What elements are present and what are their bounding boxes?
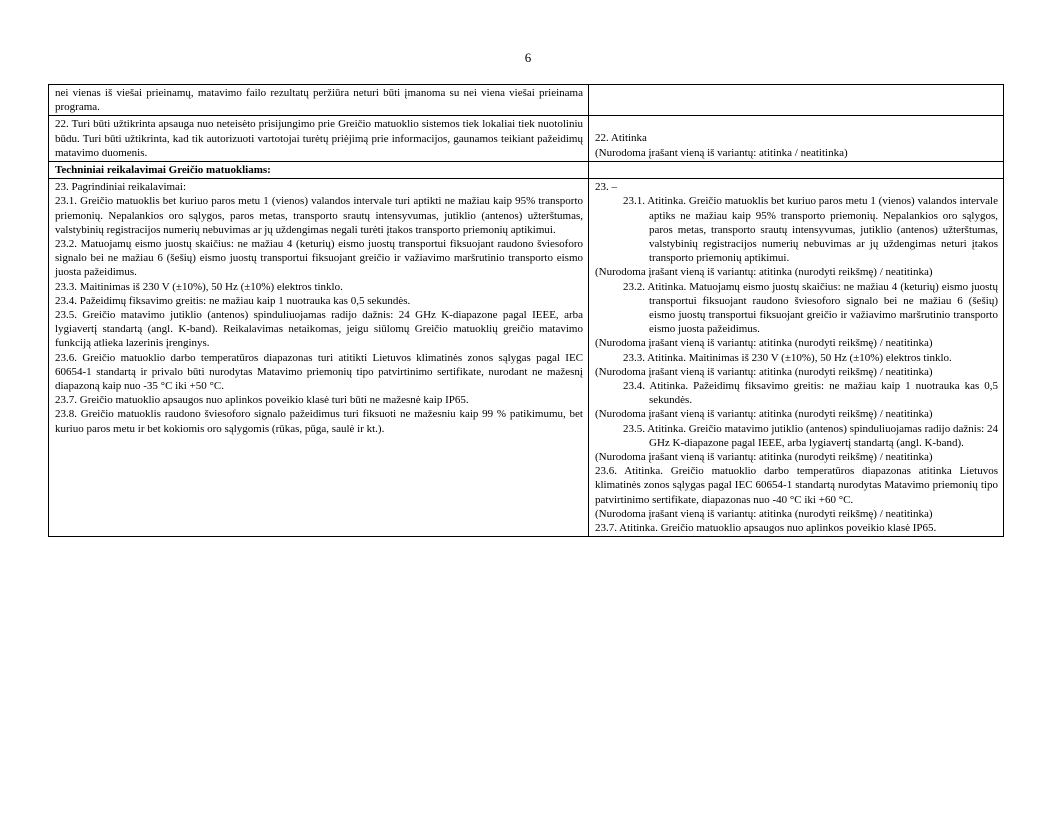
compliance-23-heading: 23. – (595, 181, 617, 194)
row2-left-cell (49, 116, 589, 162)
compliance-23-2: 23.2. Atitinka. Matuojamų eismo juostų skaičius: ne mažiau 4 (keturių) eismo juostų transportui fiksuojant raudono šviesoforo signalo bei ne mažiau 6 (šešių) eismo juostų transportui fiksuojant greičio ir važiavimo maršrutinio transporto eismo juosta pažeidimus. (623, 280, 998, 336)
requirement-23-1: 23.1. Greičio matuoklis bet kuriuo paros metu 1 (vienos) valandos intervale turi aptikti ne mažiau kaip 95% transporto priemonių. Nepalankios oro sąlygos, paros metas, transporto srautų intensyvumas, jutiklio (antenos) užterštumas, valstybinių registracijos numerių nebuvimas ar jų uždengimas negali turėti įtakos transporto priemonių aptikimui. (55, 195, 583, 236)
compliance-note: (Nurodoma įrašant vieną iš variantų: atitinka (nurodyti reikšmę) / neatitinka) (595, 507, 933, 520)
compliance-23-6: 23.6. Atitinka. Greičio matuoklio darbo temperatūros diapazonas atitinka Lietuvos klimatinės zonos sąlygas pagal IEC 60654-1 standartą nurodytas Matavimo priemonių tipo patvirtinimo sertifikate, diapazonas nuo -40 °C iki +60 °C. (595, 465, 998, 506)
table-row (49, 85, 1004, 116)
row1-left-cell (49, 85, 589, 116)
table-row (49, 162, 1004, 179)
requirement-23-7: 23.7. Greičio matuoklio apsaugos nuo aplinkos poveikio klasė turi būti ne mažesnė kaip IP65. (55, 394, 469, 407)
requirements-23-cell (49, 179, 589, 537)
requirement-23-8: 23.8. Greičio matuoklis raudono šviesoforo signalo pažeidimus turi fiksuoti ne mažesniu kaip 99 % patikimumu, bet kuriuo paros metu ir bet kokiomis oro sąlygomis (rūkas, pūga, saulė ir kt.). (55, 408, 583, 435)
compliance-note: (Nurodoma įrašant vieną iš variantų: atitinka (nurodyti reikšmę) / neatitinka) (595, 337, 933, 350)
section-header-right-cell (589, 162, 1004, 179)
requirement-text: nei vienas iš viešai prieinamų, matavimo failo rezultatų peržiūra neturi būti įmanoma su nei viena viešai prieinama programa. (55, 87, 583, 114)
row1-right-cell (589, 85, 1004, 116)
requirement-23-3: 23.3. Maitinimas iš 230 V (±10%), 50 Hz (±10%) elektros tinklo. (55, 280, 343, 293)
compliance-note: (Nurodoma įrašant vieną iš variantų: atitinka (nurodyti reikšmę) / neatitinka) (595, 365, 933, 378)
compliance-note: (Nurodoma įrašant vieną iš variantų: atitinka (nurodyti reikšmę) / neatitinka) (595, 451, 933, 464)
requirement-23-4: 23.4. Pažeidimų fiksavimo greitis: ne mažiau kaip 1 nuotrauka kas 0,5 sekundės. (55, 294, 411, 307)
requirement-23-2: 23.2. Matuojamų eismo juostų skaičius: ne mažiau 4 (keturių) eismo juostų transportui fiksuojant raudono šviesoforo signalo bei ne mažiau 6 (šešių) eismo juostų transportui fiksuojant greičio ir važiavimo maršrutinio transporto eismo juosta pažeidimus. (55, 238, 583, 279)
table-row (49, 179, 1004, 537)
row2-right-cell (589, 116, 1004, 162)
compliance-23-1: 23.1. Atitinka. Greičio matuoklis bet kuriuo paros metu 1 (vienos) valandos intervale aptiks ne mažiau kaip 95% transporto priemonių. Nepalankios oro sąlygos, paros metas, transporto srautų intensyvumas, jutiklio (antenos) užterštumas, valstybinių registracijos numerių nebuvimas ar jų uždengimas neturi įtakos transporto priemonių aptikimui. (623, 195, 998, 265)
requirement-22-text: 22. Turi būti užtikrinta apsauga nuo neteisėto prisijungimo prie Greičio matuoklio sistemos tiek lokaliai tiek nuotoliniu būdu. Turi būti užtikrinta, kad tik autorizuoti vartotojai turėtų priėjimą prie informacijos, gaunamos teikiant pažeidimų matavimo duomenis. (55, 118, 583, 159)
compliance-23-3: 23.3. Atitinka. Maitinimas iš 230 V (±10%), 50 Hz (±10%) elektros tinklo. (623, 351, 952, 364)
requirement-23-5: 23.5. Greičio matavimo jutiklio (antenos) spinduliuojamas radijo dažnis: 24 GHz K-diapazone pagal IEEE, arba lygiavertį standartą (angl. K-band). Reikalavimas netaikomas, jeigu siūlomų Greičio matuoklių greičio matavimo funkciją atlieka lazerinis įrenginys. (55, 309, 583, 350)
page-number: 6 (524, 50, 532, 65)
requirements-table (48, 84, 1004, 537)
section-header: Techniniai reikalavimai Greičio matuokliams: (49, 162, 589, 179)
compliance-note: (Nurodoma įrašant vieną iš variantų: atitinka (nurodyti reikšmę) / neatitinka) (595, 266, 933, 279)
requirement-23-6: 23.6. Greičio matuoklio darbo temperatūros diapazonas turi atitikti Lietuvos klimatinės zonos sąlygas pagal IEC 60654-1 standartą ir privalo būti nurodytas Matavimo priemonių tipo patvirtinimo sertifikate, nurodant ne mažesnį diapazoną kaip nuo -35 °C iki +50 °C. (55, 351, 583, 393)
compliance-22-note: (Nurodoma įrašant vieną iš variantų: atitinka / neatitinka) (595, 146, 848, 159)
compliance-23-5: 23.5. Atitinka. Greičio matavimo jutiklio (antenos) spinduliuojamas radijo dažnis: 24 GHz K-diapazone pagal IEEE, arba lygiavertį standartą (angl. K-band). (623, 422, 998, 449)
compliance-note: (Nurodoma įrašant vieną iš variantų: atitinka (nurodyti reikšmę) / neatitinka) (595, 408, 933, 421)
compliance-23-cell (589, 179, 1004, 537)
compliance-22-status: 22. Atitinka (595, 132, 647, 145)
compliance-23-7: 23.7. Atitinka. Greičio matuoklio apsaugos nuo aplinkos poveikio klasė IP65. (595, 522, 937, 535)
table-row (49, 116, 1004, 162)
compliance-23-4: 23.4. Atitinka. Pažeidimų fiksavimo greitis: ne mažiau kaip 1 nuotrauka kas 0,5 sekundės. (623, 380, 998, 407)
requirement-23-heading: 23. Pagrindiniai reikalavimai: (55, 181, 187, 194)
